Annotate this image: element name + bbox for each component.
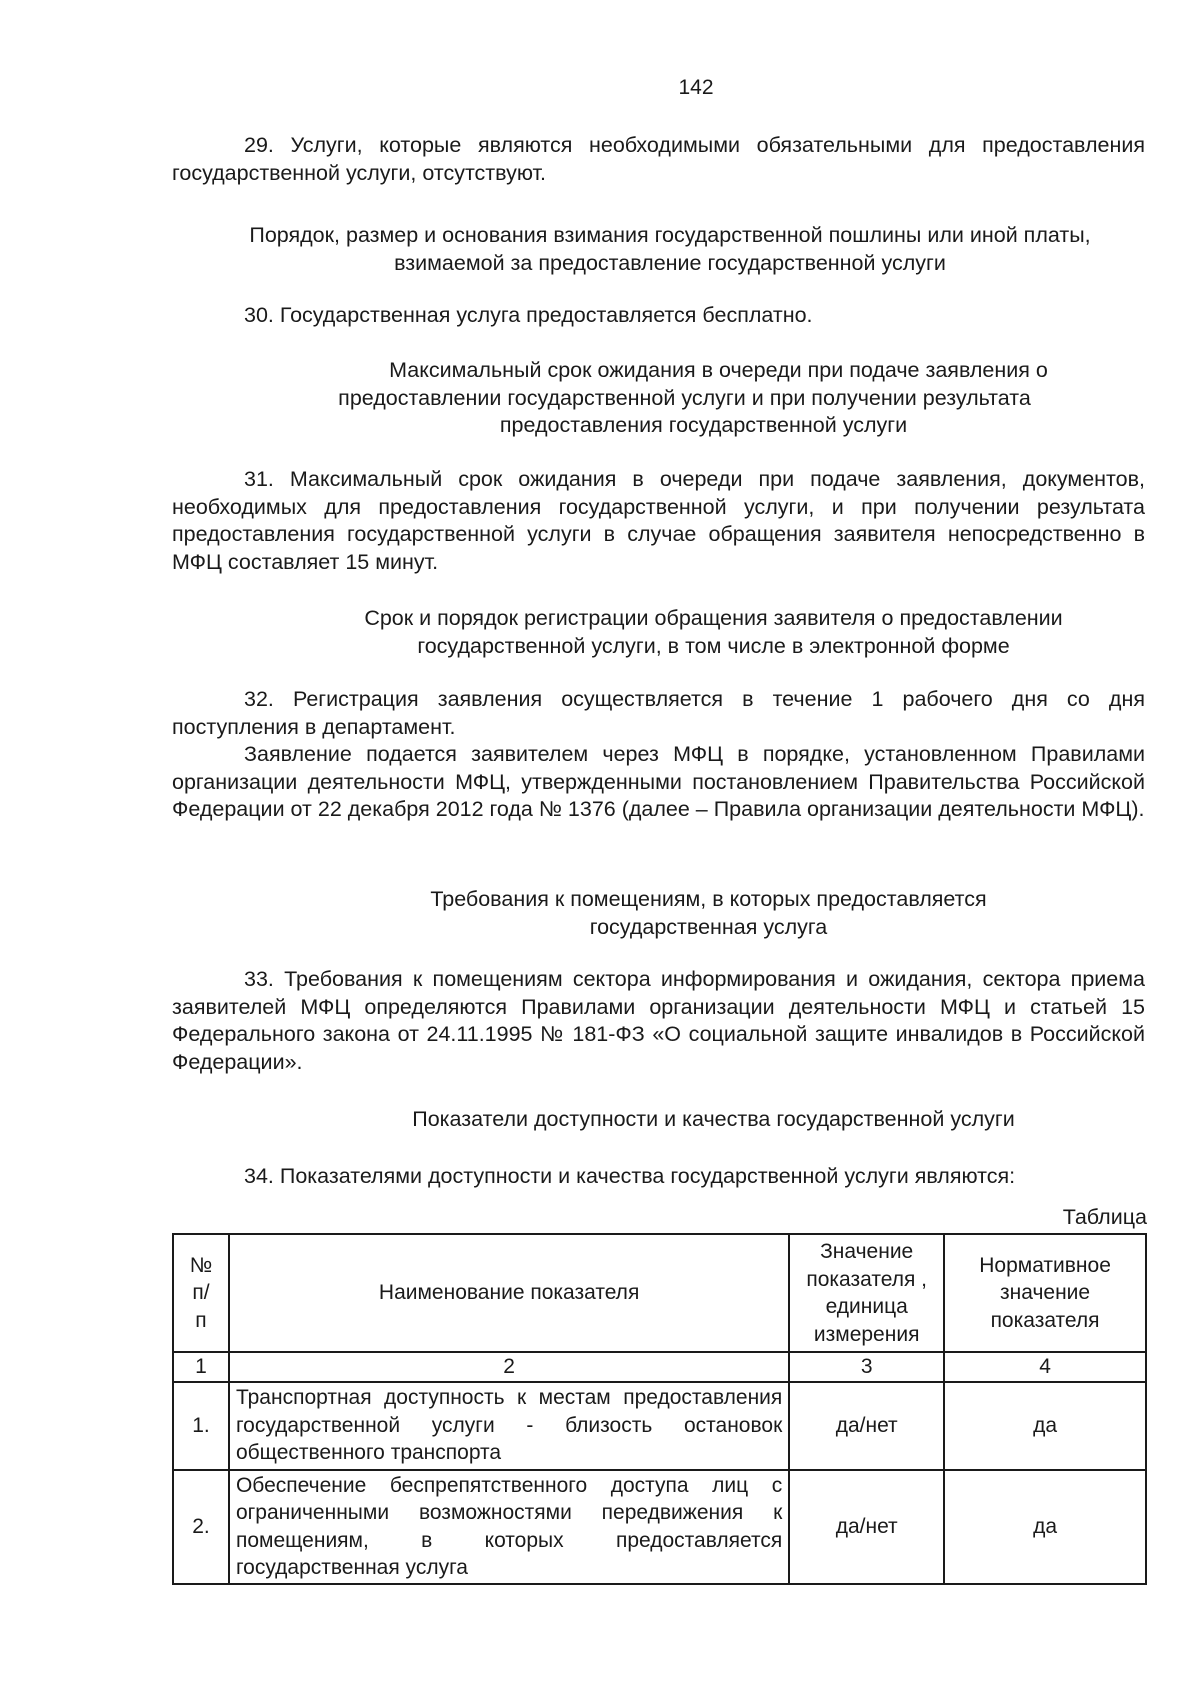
header-norm: Нормативное значение показателя xyxy=(944,1234,1146,1352)
heading-quality xyxy=(172,1106,1145,1134)
table-caption: Таблица xyxy=(1062,1205,1147,1229)
paragraph-31-wrap xyxy=(172,466,1145,576)
heading-rooms-line-2: государственная услуга xyxy=(589,914,828,939)
paragraph-34-wrap xyxy=(172,1163,1145,1191)
col-number-2: 2 xyxy=(229,1352,789,1382)
heading-wait-line-2: предоставлении государственной услуги и при получении результата xyxy=(338,385,1031,410)
paragraph-33-wrap xyxy=(172,966,1145,1076)
header-value: Значение показателя , единица измерения xyxy=(789,1234,944,1352)
col-number-3: 3 xyxy=(789,1352,944,1382)
row-1-value: да/нет xyxy=(789,1382,944,1470)
row-2-name: Обеспечение беспрепятственного доступа лиц с ограниченными возможностями передвижения к помещениям, в которых предоставляется государственная услуга xyxy=(229,1470,789,1584)
col-number-4: 4 xyxy=(944,1352,1146,1382)
paragraph-30-wrap xyxy=(172,302,1145,330)
paragraph-31: 31. Максимальный срок ожидания в очереди при подаче заявления, документов, необходимых для предоставления государственной услуги, и при получении результата предоставления государственной услуги в случае обращения заявителя непосредственно в МФЦ составляет 15 минут. xyxy=(172,467,1145,574)
heading-wait xyxy=(172,357,1145,440)
heading-fee-text: Порядок, размер и основания взимания государственной пошлины или иной платы, взимаемой за предоставление государственной услуги xyxy=(249,223,1091,275)
table-row xyxy=(173,1470,1146,1584)
paragraph-32-continued: Заявление подается заявителем через МФЦ в порядке, установленном Правилами организации деятельности МФЦ, утвержденными постановлением Правительства Российской Федерации от 22 декабря 2012 года № 1376 (далее – Правила организации деятельности МФЦ). xyxy=(172,742,1145,821)
page-number xyxy=(0,74,1200,102)
heading-fee xyxy=(240,222,1100,277)
paragraph-29: 29. Услуги, которые являются необходимыми обязательными для предоставления государственной услуги, отсутствуют. xyxy=(172,133,1145,185)
body-text xyxy=(172,132,1145,187)
heading-rooms xyxy=(172,886,1145,941)
row-2-number: 2. xyxy=(173,1470,229,1584)
row-1-number: 1. xyxy=(173,1382,229,1470)
table-row xyxy=(173,1382,1146,1470)
table-header-row xyxy=(173,1234,1146,1352)
paragraph-30: 30. Государственная услуга предоставляется бесплатно. xyxy=(244,303,813,327)
heading-registration-line-2: государственной услуги, в том числе в электронной форме xyxy=(417,633,1010,658)
paragraph-32: 32. Регистрация заявления осуществляется в течение 1 рабочего дня со дня поступления в департамент. xyxy=(172,687,1145,739)
table-column-number-row xyxy=(173,1352,1146,1382)
col-number-1: 1 xyxy=(173,1352,229,1382)
header-name: Наименование показателя xyxy=(229,1234,789,1352)
row-1-name: Транспортная доступность к местам предоставления государственной услуги - близость остановок общественного транспорта xyxy=(229,1382,789,1470)
header-number: № п/п xyxy=(173,1234,229,1352)
row-2-value: да/нет xyxy=(789,1470,944,1584)
row-1-norm: да xyxy=(944,1382,1146,1470)
indicators-table xyxy=(172,1233,1147,1585)
row-2-norm: да xyxy=(944,1470,1146,1584)
heading-wait-line-1: Максимальный срок ожидания в очереди при подаче заявления о xyxy=(389,358,1048,382)
paragraph-34: 34. Показателями доступности и качества государственной услуги являются: xyxy=(244,1164,1016,1188)
page-number-text: 142 xyxy=(678,76,714,99)
heading-quality-text: Показатели доступности и качества государственной услуги xyxy=(412,1107,1015,1131)
paragraph-33: 33. Требования к помещениям сектора информирования и ожидания, сектора приема заявителей МФЦ определяются Правилами организации деятельности МФЦ и статьей 15 Федерального закона от 24.11.1995 № 181-ФЗ «О социальной защите инвалидов в Российской Федерации». xyxy=(172,967,1145,1074)
paragraph-32-wrap xyxy=(172,686,1145,824)
heading-rooms-line-1: Требования к помещениям, в которых предоставляется xyxy=(430,887,987,911)
heading-wait-line-3: предоставления государственной услуги xyxy=(499,413,908,437)
heading-registration xyxy=(172,605,1145,660)
heading-registration-line-1: Срок и порядок регистрации обращения заявителя о предоставлении xyxy=(364,606,1063,630)
